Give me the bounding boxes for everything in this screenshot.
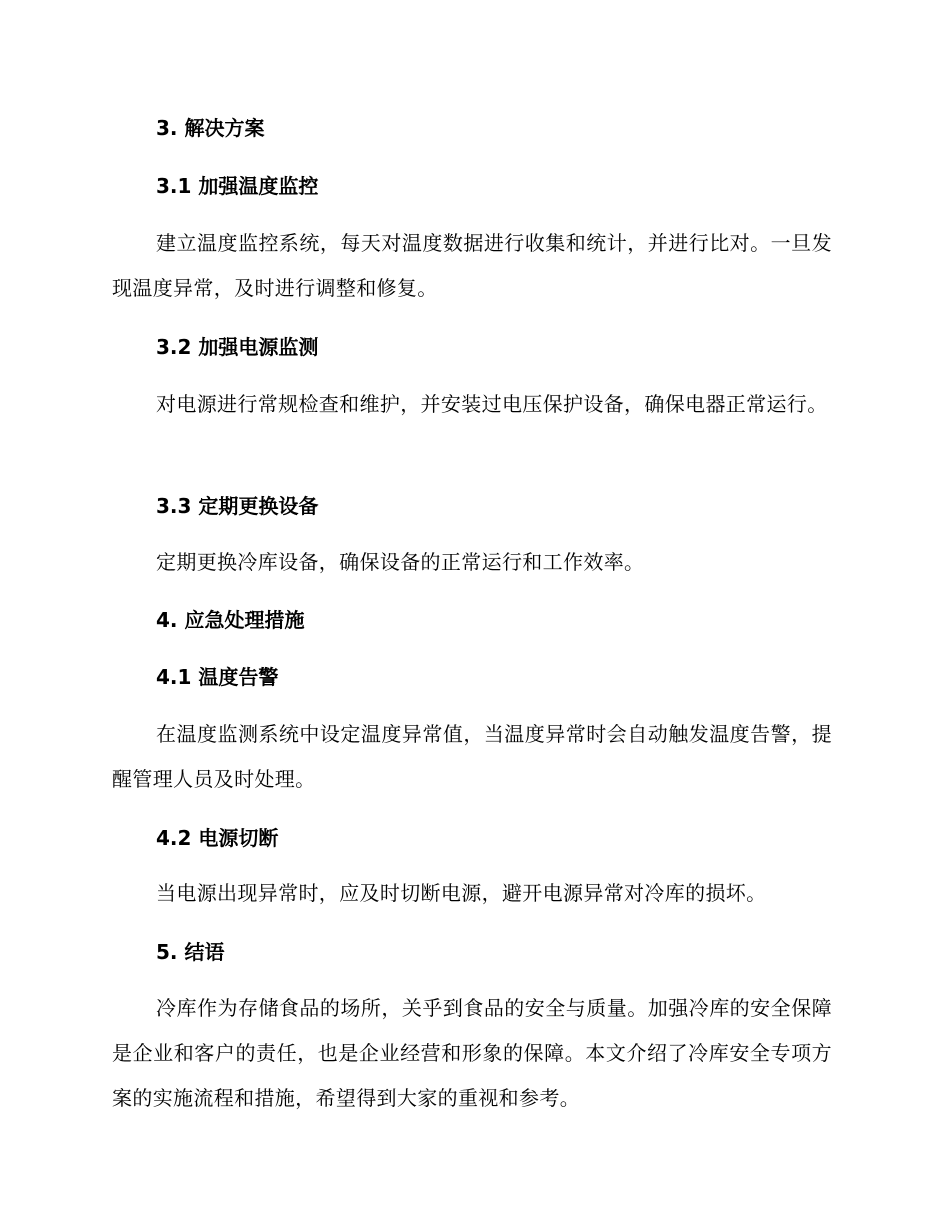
subsection-heading-4-1: 4.1 温度告警	[156, 665, 279, 689]
paragraph-4-2: 当电源出现异常时，应及时切断电源，避开电源异常对冷库的损坏。	[156, 881, 767, 905]
subsection-heading-3-1: 3.1 加强温度监控	[156, 174, 319, 198]
paragraph-4-1: 在温度监测系统中设定温度异常值，当温度异常时会自动触发温度告警，提醒管理人员及时处理。	[112, 722, 832, 791]
subsection-heading-4-2: 4.2 电源切断	[156, 826, 279, 850]
section-heading-4: 4. 应急处理措施	[156, 608, 305, 632]
paragraph-3-3: 定期更换冷库设备，确保设备的正常运行和工作效率。	[156, 550, 645, 574]
subsection-heading-3-2: 3.2 加强电源监测	[156, 335, 319, 359]
paragraph-3-2: 对电源进行常规检查和维护，并安装过电压保护设备，确保电器正常运行。	[156, 392, 828, 416]
paragraph-5: 冷库作为存储食品的场所，关乎到食品的安全与质量。加强冷库的安全保障是企业和客户的责任，也是企业经营和形象的保障。本文介绍了冷库安全专项方案的实施流程和措施，希望得到大家的重视和参考。	[112, 996, 832, 1110]
section-heading-3: 3. 解决方案	[156, 116, 265, 140]
subsection-heading-3-3: 3.3 定期更换设备	[156, 494, 319, 518]
section-heading-5: 5. 结语	[156, 940, 225, 964]
paragraph-3-1: 建立温度监控系统，每天对温度数据进行收集和统计，并进行比对。一旦发现温度异常，及时进行调整和修复。	[112, 231, 832, 300]
